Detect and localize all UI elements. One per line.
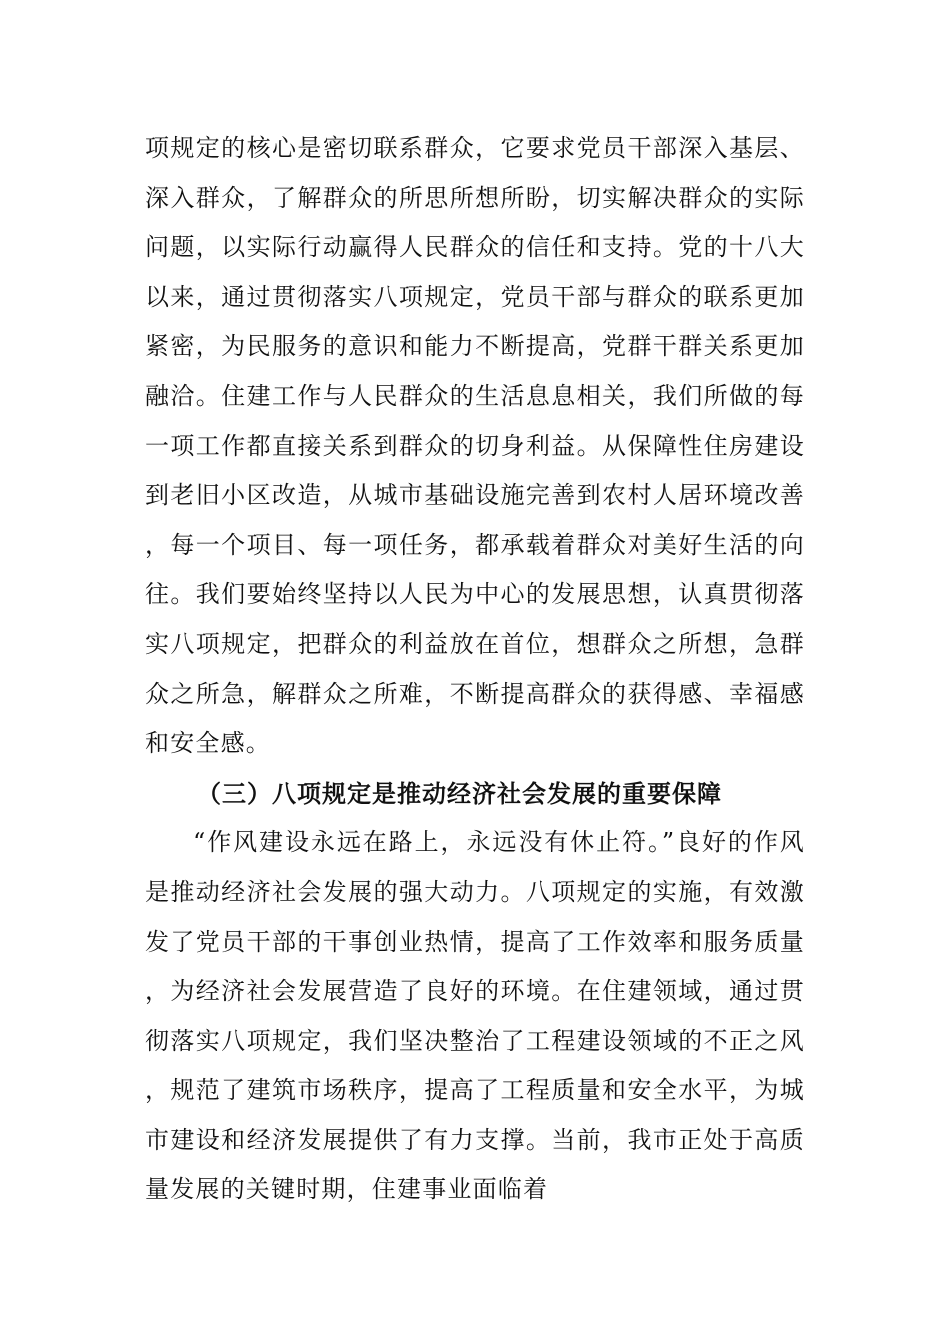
section-heading: （三）八项规定是推动经济社会发展的重要保障: [197, 778, 722, 808]
body-paragraph: “作风建设永远在路上，永远没有休止符。”良好的作风是推动经济社会发展的强大动力。八项规定的实施，有效激发了党员干部的干事创业热情，提高了工作效率和服务质量，为经济社会发展营造了良好的环境。在住建领域，通过贯彻落实八项规定，我们坚决整治了工程建设领域的不正之风，规范了建筑市场秩序，提高了工程质量和安全水平，为城市建设和经济发展提供了有力支撑。当前，我市正处于高质量发展的关键时期，住建事业面临着: [145, 828, 805, 1204]
body-paragraph-continued: 项规定的核心是密切联系群众，它要求党员干部深入基层、深入群众，了解群众的所思所想所盼，切实解决群众的实际问题，以实际行动赢得人民群众的信任和支持。党的十八大以来，通过贯彻落实八项规定，党员干部与群众的联系更加紧密，为民服务的意识和能力不断提高，党群干群关系更加融洽。住建工作与人民群众的生活息息相关，我们所做的每一项工作都直接关系到群众的切身利益。从保障性住房建设到老旧小区改造，从城市基础设施完善到农村人居环境改善，每一个项目、每一项任务，都承载着群众对美好生活的向往。我们要始终坚持以人民为中心的发展思想，认真贯彻落实八项规定，把群众的利益放在首位，想群众之所想，急群众之所急，解群众之所难，不断提高群众的获得感、幸福感和安全感。: [145, 134, 805, 758]
